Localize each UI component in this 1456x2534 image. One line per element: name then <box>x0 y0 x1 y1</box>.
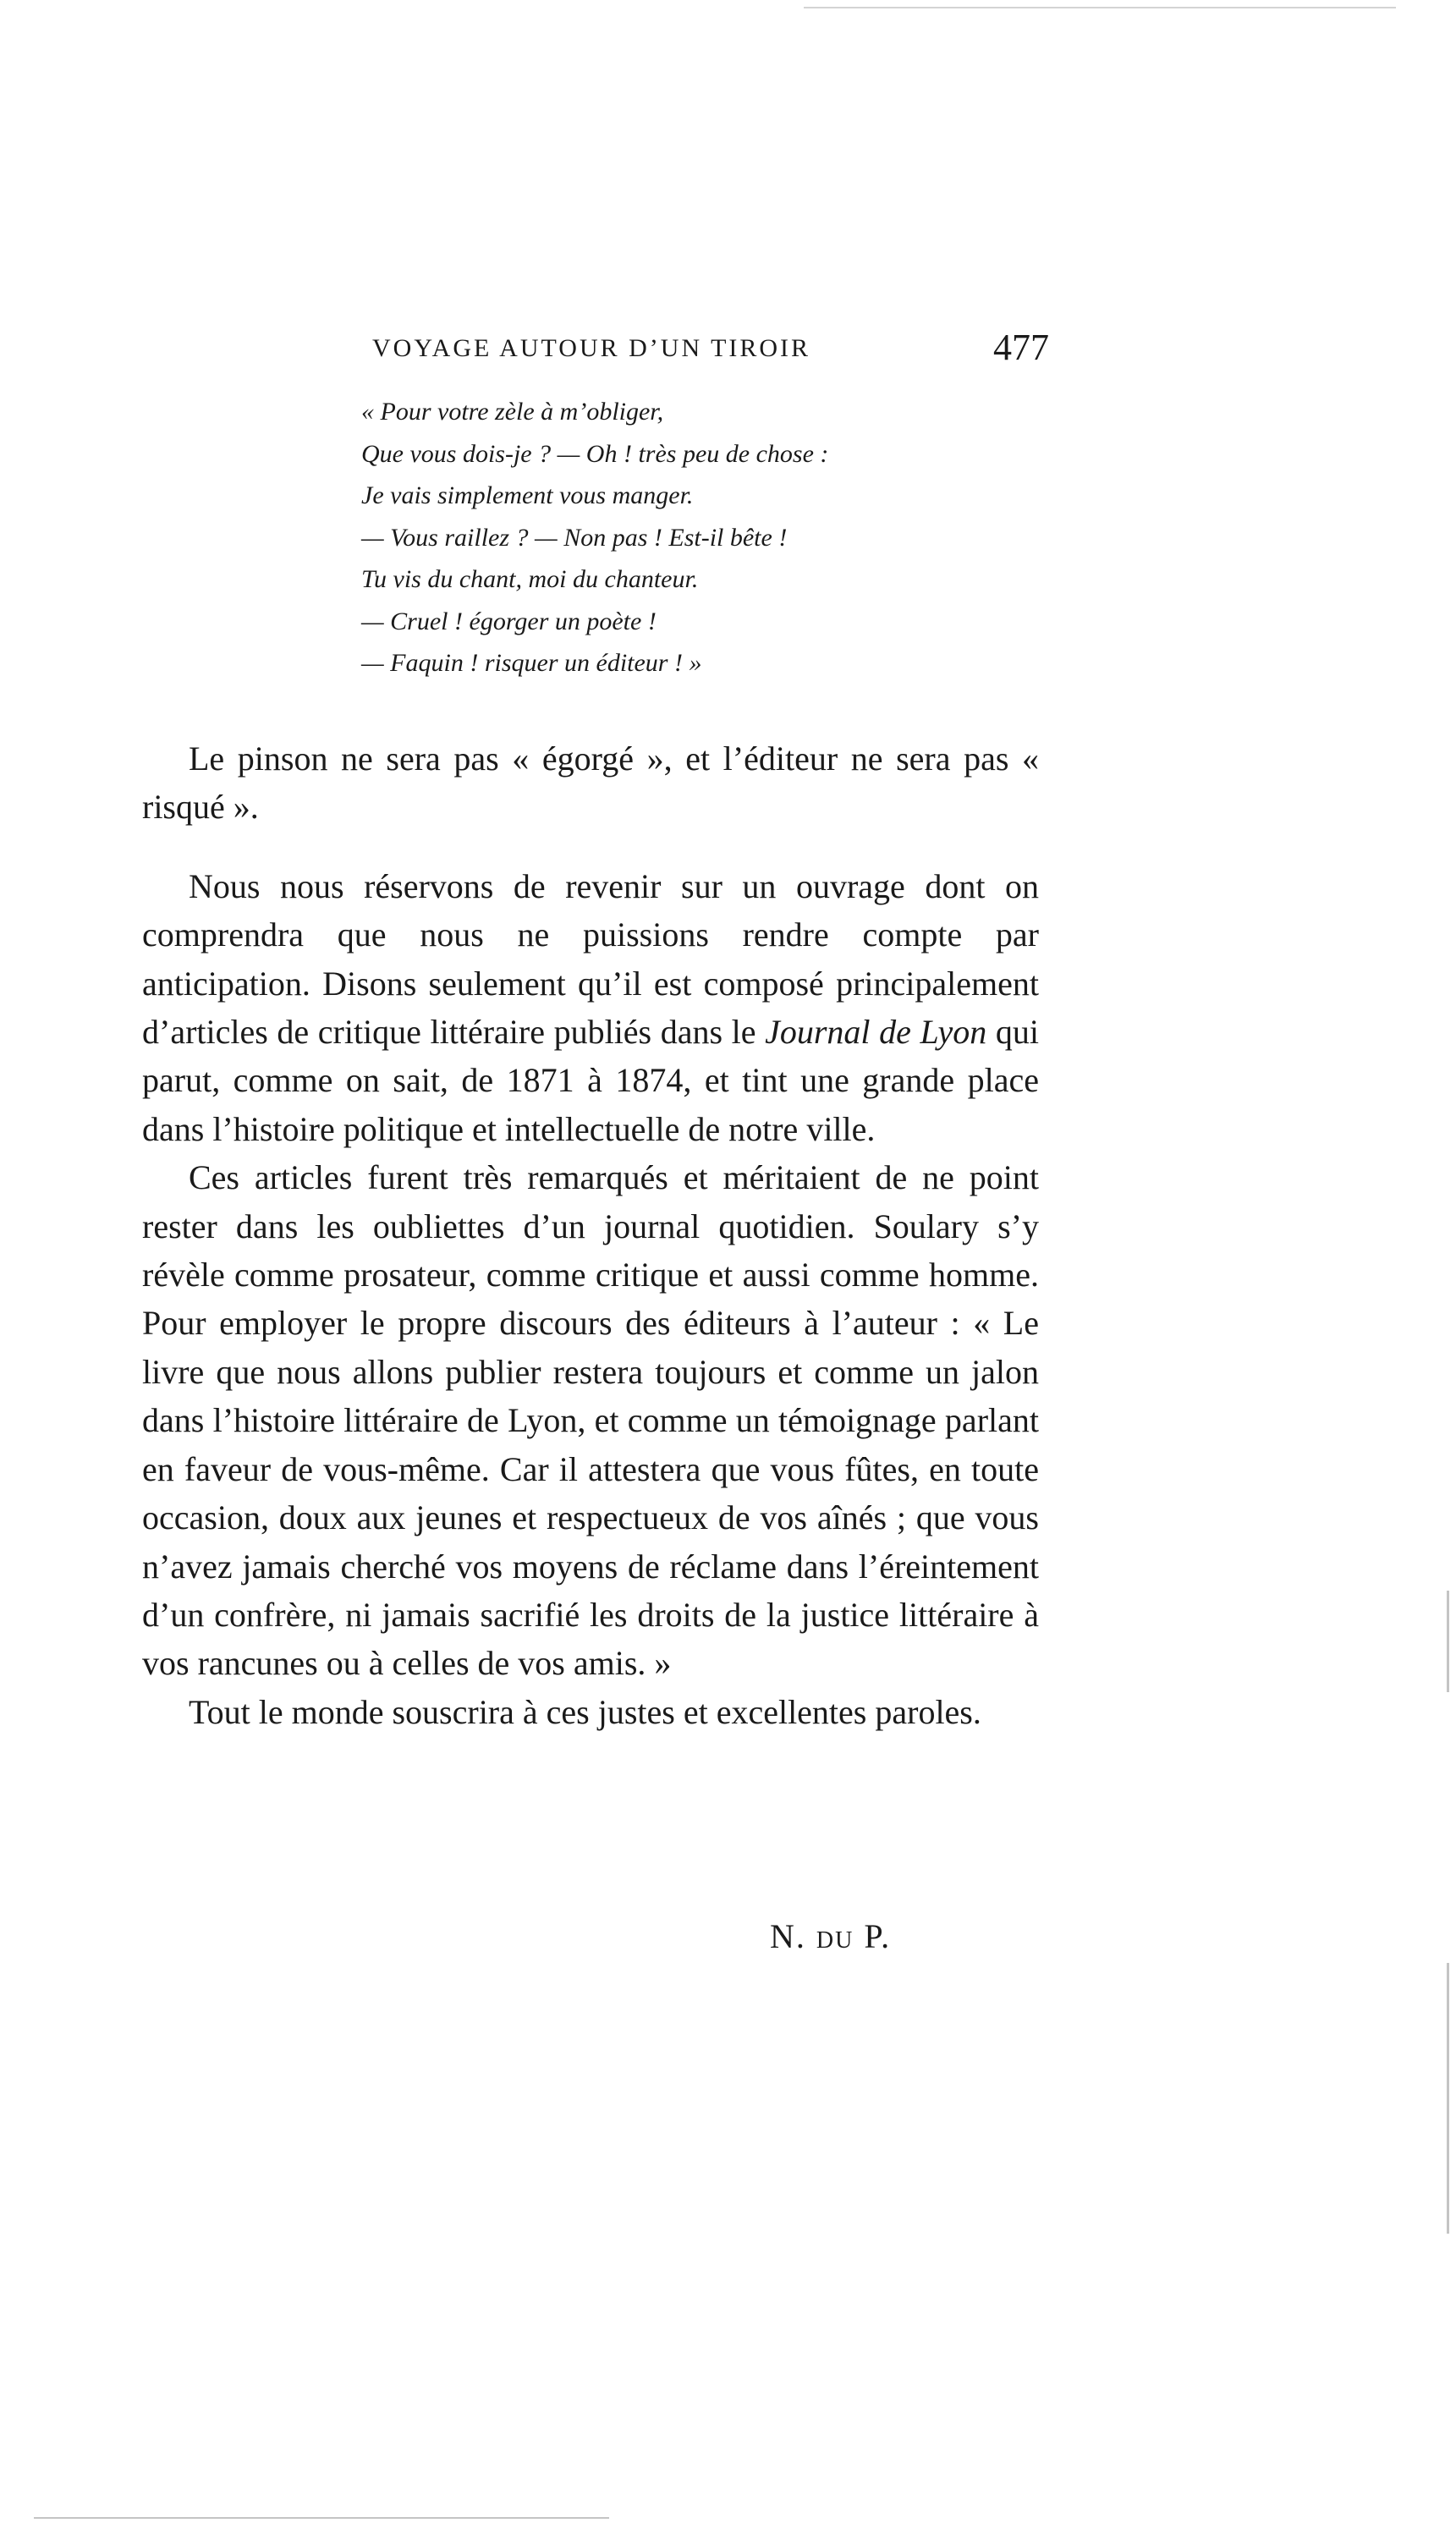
poem-quote <box>361 391 1080 684</box>
scan-artifact-right <box>1447 1963 1449 2234</box>
poem-line: — Cruel ! égorger un poète ! <box>361 607 657 635</box>
paragraph-ouvrage <box>142 862 1039 1153</box>
scan-artifact-top <box>804 7 1396 8</box>
signature <box>770 1916 891 1956</box>
signature-last: P. <box>864 1917 892 1955</box>
paragraph-text: Nous nous réservons de revenir sur un ouvrage dont on comprendra que nous ne puissions rendre compte par anticipation. Disons seulement qu’il est composé principalement d’articles de critique littéraire publiés dans le <box>142 866 1039 1052</box>
poem-line: Je vais simplement vous manger. <box>361 481 694 509</box>
paragraph-pinson: Le pinson ne sera pas « égorgé », et l’éditeur ne sera pas « risqué ». <box>142 739 1039 827</box>
poem-line: — Faquin ! risquer un éditeur ! » <box>361 649 702 677</box>
poem-line: « Pour votre zèle à m’obliger, <box>361 398 664 426</box>
paragraph-articles: Ces articles furent très remarqués et méritaient de ne point rester dans les oubliettes d’un journal quotidien. Soulary s’y révèle comme prosateur, comme critique et aussi comme homme. Pour employer le propre discours des éditeurs à l’auteur : « Le livre que nous allons publier restera toujours et comme un jalon dans l’histoire littéraire de Lyon, et comme un témoignage parlant en faveur de vous-même. Car il attestera que vous fûtes, en toute occasion, doux aux jeunes et respectueux de vos aînés ; que vous n’avez jamais cherché vos moyens de réclame dans l’éreintement d’un confrère, ni jamais sacrifié les droits de la justice littéraire à vos rancunes ou à celles de vos amis. » <box>142 1158 1039 1683</box>
poem-line: Que vous dois-je ? — Oh ! très peu de chose : <box>361 439 829 468</box>
scan-artifact-right <box>1447 1591 1449 1692</box>
running-title: VOYAGE AUTOUR D’UN TIROIR <box>372 334 811 362</box>
poem-line: Tu vis du chant, moi du chanteur. <box>361 565 699 593</box>
scan-artifact-bottom <box>34 2517 609 2519</box>
body-text <box>142 734 1039 1736</box>
page-number: 477 <box>993 327 1049 368</box>
poem-line: — Vous raillez ? — Non pas ! Est-il bête ! <box>361 523 788 552</box>
journal-title: Journal de Lyon <box>765 1013 987 1052</box>
page-header <box>372 326 1049 377</box>
signature-initial: N. <box>770 1917 806 1955</box>
paragraph-conclusion: Tout le monde souscrira à ces justes et excellentes paroles. <box>189 1692 981 1731</box>
signature-particle: du <box>816 1917 854 1955</box>
paragraph-text: qui parut, comme on sait, de 1871 à 1874, et tint une grande place dans l’histoire politique et intellectuelle de notre ville. <box>142 1013 1039 1148</box>
